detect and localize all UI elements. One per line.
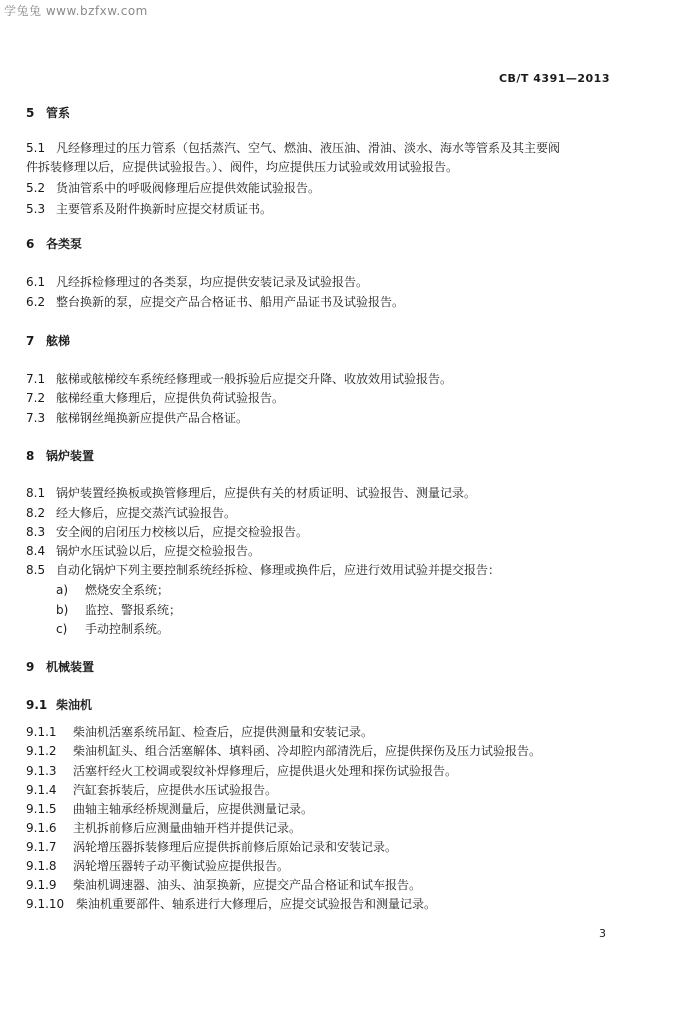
clause-9-1-10 <box>26 896 436 912</box>
section-number: 9 <box>26 660 35 674</box>
section-title: 各类泵 <box>46 237 83 251</box>
clause-number: 7.1 <box>26 372 46 386</box>
clause-9-1-8 <box>26 858 289 874</box>
item-text: 手动控制系统。 <box>85 622 170 636</box>
clause-9-1-3 <box>26 763 457 779</box>
clause-text: 曲轴主轴承经桥规测量后，应提供测量记录。 <box>73 802 314 816</box>
watermark: 学兔兔 www.bzfxw.com <box>4 4 148 18</box>
list-item <box>56 582 169 598</box>
clause-text: 自动化锅炉下列主要控制系统经拆检、修理或换件后，应进行效用试验并提交报告： <box>56 563 501 577</box>
item-text: 燃烧安全系统； <box>85 583 170 597</box>
clause-text: 活塞杆经火工校调或裂纹补焊修理后，应提供退火处理和探伤试验报告。 <box>73 764 458 778</box>
clause-number: 9.1.7 <box>26 840 57 854</box>
clause-9-1-2 <box>26 743 541 759</box>
clause-number: 9.1.2 <box>26 744 57 758</box>
clause-9-1-5 <box>26 801 313 817</box>
clause-9-1-4 <box>26 782 277 798</box>
clause-number: 9.1.1 <box>26 725 57 739</box>
clause-7-1 <box>26 371 452 387</box>
section-title: 舷梯 <box>46 334 71 348</box>
clause-text: 整台换新的泵，应提交产品合格证书、船用产品证书及试验报告。 <box>56 295 405 309</box>
list-item <box>56 621 169 637</box>
clause-text: 安全阀的启闭压力校核以后，应提交检验报告。 <box>56 525 309 539</box>
clause-text: 舷梯经重大修理后，应提供负荷试验报告。 <box>56 391 285 405</box>
clause-6-2 <box>26 294 404 310</box>
clause-text: 货油管系中的呼吸阀修理后应提供效能试验报告。 <box>56 181 321 195</box>
clause-9-1-9 <box>26 877 421 893</box>
item-label: a) <box>56 583 69 597</box>
clause-number: 9.1.5 <box>26 802 57 816</box>
item-label: b) <box>56 603 69 617</box>
section-title: 锅炉装置 <box>46 449 95 463</box>
clause-number: 5.2 <box>26 181 46 195</box>
clause-text: 涡轮增压器转子动平衡试验应提供报告。 <box>73 859 290 873</box>
section-number: 5 <box>26 106 35 120</box>
section-9-1-heading <box>26 697 92 713</box>
clause-text: 柴油机调速器、油头、油泵换新，应提交产品合格证和试车报告。 <box>73 878 422 892</box>
clause-number: 9.1.6 <box>26 821 57 835</box>
clause-number: 8.4 <box>26 544 46 558</box>
section-number: 8 <box>26 449 35 463</box>
section-5-heading <box>26 105 70 121</box>
clause-6-1 <box>26 274 368 290</box>
clause-text: 锅炉水压试验以后，应提交检验报告。 <box>56 544 261 558</box>
section-title: 柴油机 <box>56 698 93 712</box>
clause-text: 柴油机重要部件、轴系进行大修理后，应提交试验报告和测量记录。 <box>76 897 437 911</box>
section-9-heading <box>26 659 94 675</box>
clause-text: 柴油机缸头、组合活塞解体、填料函、冷却腔内部清洗后，应提供探伤及压力试验报告。 <box>73 744 542 758</box>
clause-text: 锅炉装置经换板或换管修理后，应提供有关的材质证明、试验报告、测量记录。 <box>56 486 477 500</box>
section-7-heading <box>26 333 70 349</box>
clause-9-1-6 <box>26 820 301 836</box>
section-title: 机械装置 <box>46 660 95 674</box>
clause-number: 8.3 <box>26 525 46 539</box>
clause-5-1 <box>26 140 560 156</box>
clause-8-1 <box>26 485 476 501</box>
clause-text: 经大修后，应提交蒸汽试验报告。 <box>56 506 237 520</box>
section-number: 6 <box>26 237 35 251</box>
clause-9-1-7 <box>26 839 397 855</box>
section-title: 管系 <box>46 106 71 120</box>
clause-number: 8.5 <box>26 563 46 577</box>
clause-5-1-continuation: 件拆装修理以后，应提供试验报告。）、阀件，均应提供压力试验或效用试验报告。 <box>26 160 459 174</box>
clause-8-3 <box>26 524 308 540</box>
clause-9-1-1 <box>26 724 373 740</box>
clause-5-2 <box>26 180 320 196</box>
clause-number: 5.3 <box>26 202 46 216</box>
clause-text: 汽缸套拆装后，应提供水压试验报告。 <box>73 783 278 797</box>
clause-8-2 <box>26 505 236 521</box>
clause-number: 6.1 <box>26 275 46 289</box>
clause-text: 主机拆前修后应测量曲轴开档并提供记录。 <box>73 821 302 835</box>
item-text: 监控、警报系统； <box>85 603 182 617</box>
clause-5-3 <box>26 201 272 217</box>
clause-number: 9.1.10 <box>26 897 65 911</box>
clause-text: 凡经修理过的压力管系（包括蒸汽、空气、燃油、液压油、滑油、淡水、海水等管系及其主要阀 <box>56 141 561 155</box>
clause-number: 7.3 <box>26 411 46 425</box>
clause-number: 9.1.9 <box>26 878 57 892</box>
clause-8-5 <box>26 562 500 578</box>
clause-text: 涡轮增压器拆装修理后应提供拆前修后原始记录和安装记录。 <box>73 840 398 854</box>
section-6-heading <box>26 236 82 252</box>
clause-number: 5.1 <box>26 141 46 155</box>
clause-text: 舷梯钢丝绳换新应提供产品合格证。 <box>56 411 249 425</box>
page-number: 3 <box>599 927 606 940</box>
clause-7-2 <box>26 390 284 406</box>
item-label: c) <box>56 622 68 636</box>
clause-text: 舷梯或舷梯绞车系统经修理或一般拆验后应提交升降、收放效用试验报告。 <box>56 372 453 386</box>
clause-number: 9.1.8 <box>26 859 57 873</box>
clause-number: 9.1.4 <box>26 783 57 797</box>
section-number: 9.1 <box>26 698 48 712</box>
clause-7-3 <box>26 410 248 426</box>
clause-number: 9.1.3 <box>26 764 57 778</box>
clause-number: 8.2 <box>26 506 46 520</box>
clause-text: 主要管系及附件换新时应提交材质证书。 <box>56 202 273 216</box>
clause-number: 7.2 <box>26 391 46 405</box>
clause-number: 6.2 <box>26 295 46 309</box>
section-number: 7 <box>26 334 35 348</box>
clause-text: 柴油机活塞系统吊缸、检查后，应提供测量和安装记录。 <box>73 725 374 739</box>
standard-code: CB/T 4391—2013 <box>498 72 610 85</box>
clause-text: 凡经拆检修理过的各类泵，均应提供安装记录及试验报告。 <box>56 275 369 289</box>
list-item <box>56 602 181 618</box>
clause-8-4 <box>26 543 260 559</box>
clause-number: 8.1 <box>26 486 46 500</box>
section-8-heading <box>26 448 94 464</box>
